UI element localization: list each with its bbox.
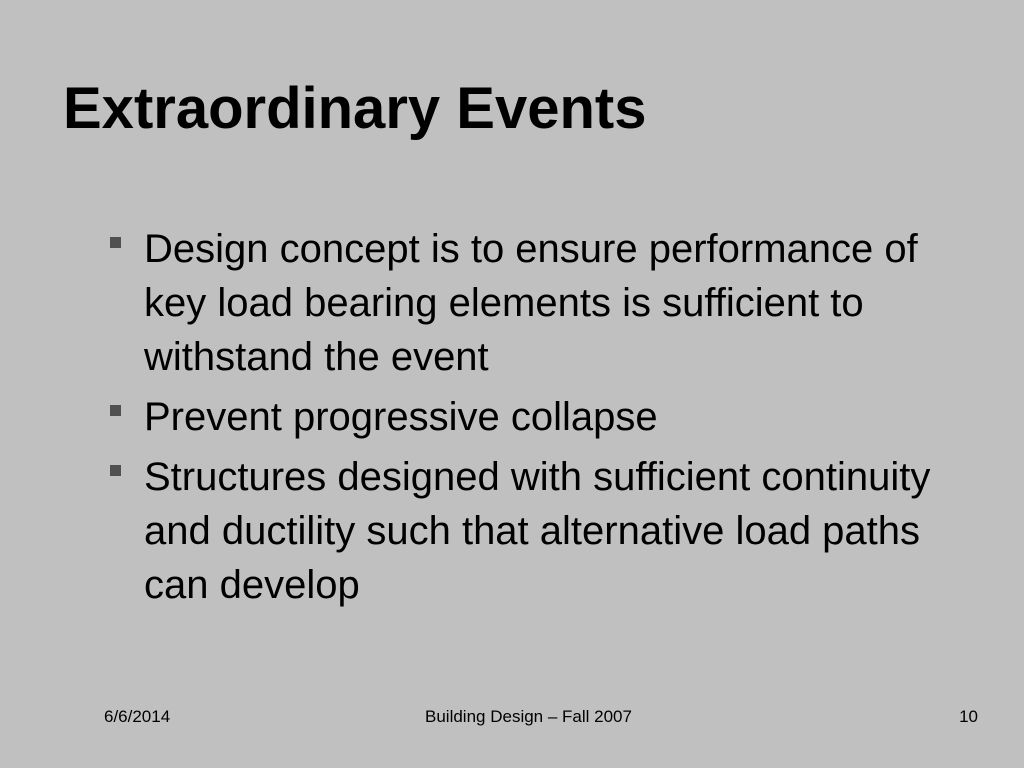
bullet-text: Design concept is to ensure performance of key load bearing elements is sufficient to withstand the event — [144, 227, 918, 379]
bullet-item — [110, 390, 990, 444]
square-bullet-icon — [110, 237, 121, 248]
bullet-text: Structures designed with sufficient continuity and ductility such that alternative load paths can develop — [144, 455, 931, 607]
square-bullet-icon — [110, 405, 121, 416]
bullet-text: Prevent progressive collapse — [144, 395, 658, 439]
bullet-item — [110, 450, 990, 612]
footer-title: Building Design – Fall 2007 — [425, 707, 632, 726]
page-number: 10 — [959, 707, 978, 726]
bullet-list — [110, 222, 990, 618]
bullet-item — [110, 222, 990, 384]
slide-title: Extraordinary Events — [63, 76, 647, 141]
footer-date: 6/6/2014 — [104, 707, 171, 726]
square-bullet-icon — [110, 465, 121, 476]
